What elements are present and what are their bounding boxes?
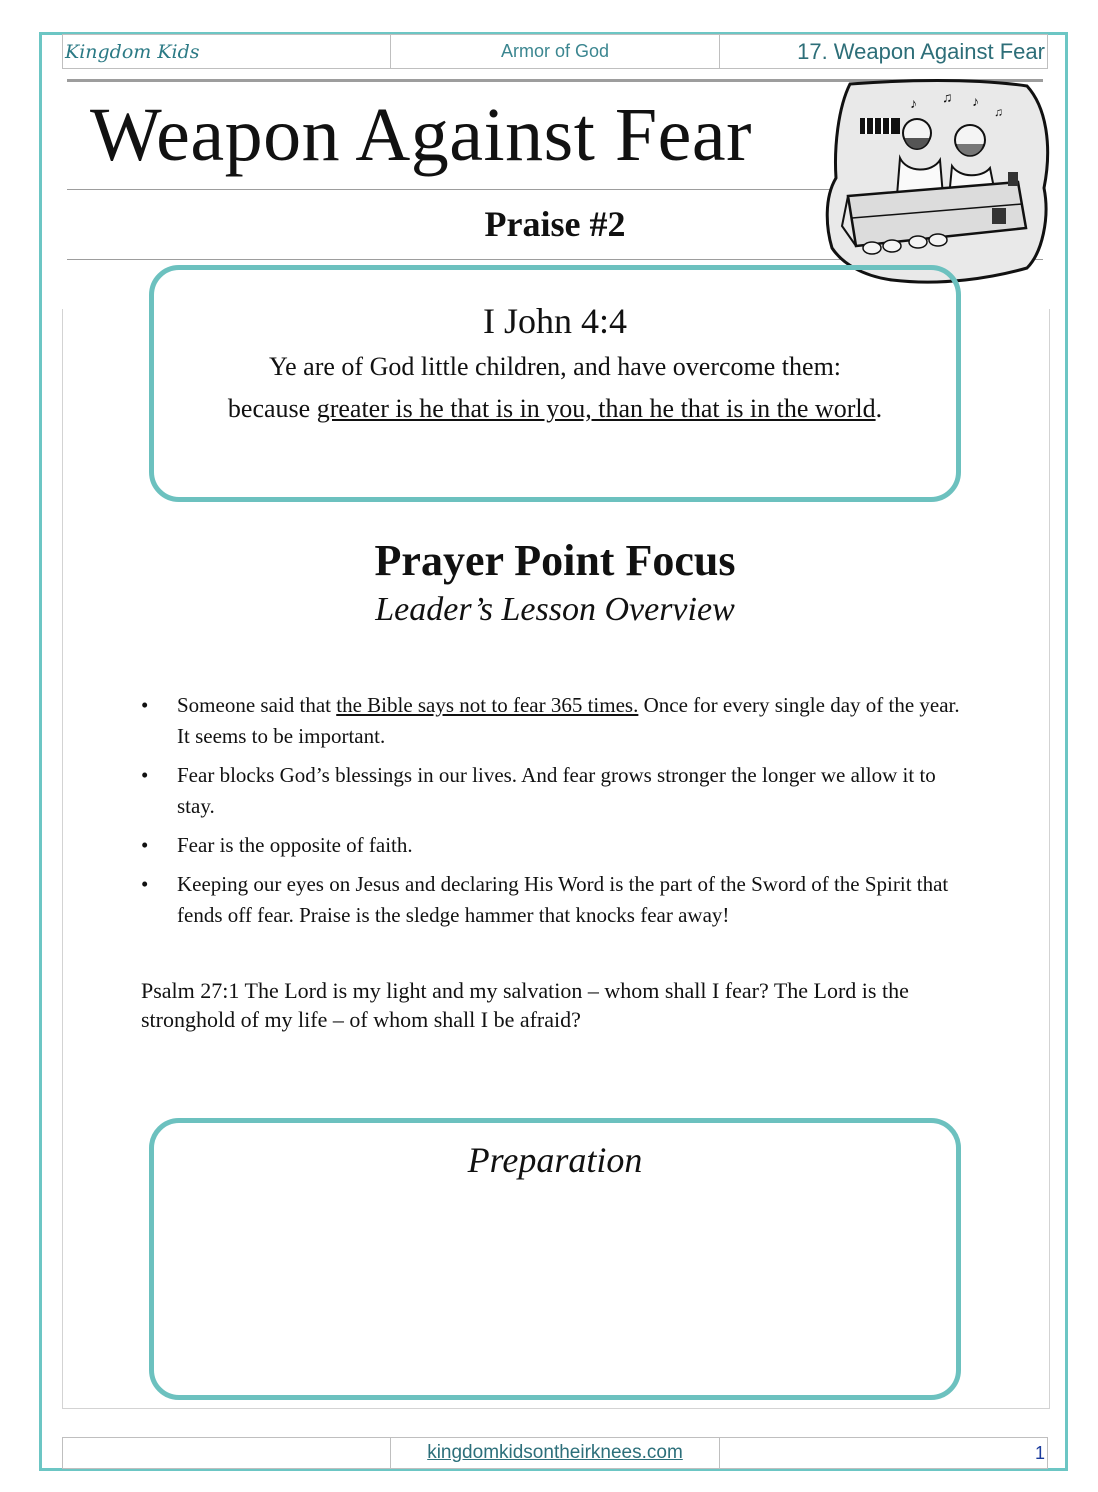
point-text: Keeping our eyes on Jesus and declaring His Word is the part of the Sword of the Spirit that fends off fear. Praise is the sledge hammer that knocks fear away! bbox=[177, 872, 949, 927]
page-number: 1 bbox=[1034, 1442, 1045, 1463]
verse-line-1: Ye are of God little children, and have overcome them: bbox=[268, 352, 842, 381]
verse-line-2 bbox=[154, 388, 956, 430]
svg-text:♪: ♪ bbox=[910, 97, 917, 112]
prison-stocks-singing-illustration bbox=[822, 78, 1052, 288]
brand-name: Kingdom Kids bbox=[65, 40, 200, 63]
footer-page-cell bbox=[720, 1438, 1047, 1468]
focus-subtitle: Leader’s Lesson Overview bbox=[375, 591, 735, 628]
footer-site-cell bbox=[391, 1438, 719, 1468]
bullet-icon: • bbox=[141, 872, 149, 896]
title-rule bbox=[67, 189, 847, 190]
point-text: Someone said that bbox=[177, 693, 337, 717]
list-item bbox=[141, 760, 971, 822]
lesson-tag: 17. Weapon Against Fear bbox=[797, 38, 1045, 64]
svg-text:♫: ♫ bbox=[994, 105, 1003, 119]
bullet-icon: • bbox=[141, 763, 149, 787]
memory-verse-box bbox=[149, 265, 961, 502]
page-footer bbox=[62, 1437, 1048, 1469]
point-text: Fear is the opposite of faith. bbox=[177, 833, 413, 857]
list-item bbox=[141, 830, 971, 861]
psalm-quote: Psalm 27:1 The Lord is my light and my salvation – whom shall I fear? The Lord is the stronghold of my life – of whom shall I be afraid? bbox=[141, 978, 909, 1032]
verse-line-2-start: because bbox=[227, 394, 317, 423]
bullet-icon: • bbox=[141, 693, 149, 717]
header-brand-cell bbox=[63, 35, 391, 68]
page-subtitle: Praise #2 bbox=[484, 204, 626, 244]
bullet-icon: • bbox=[141, 833, 149, 857]
list-item bbox=[141, 869, 971, 931]
svg-text:♪: ♪ bbox=[972, 95, 979, 110]
header-series-cell bbox=[391, 35, 719, 68]
verse-underlined-phrase: greater is he that is in you, than he that is in the world bbox=[316, 394, 876, 423]
page-header bbox=[62, 34, 1048, 69]
footer-left-cell bbox=[63, 1438, 391, 1468]
page-title: Weapon Against Fear bbox=[90, 93, 752, 177]
list-item bbox=[141, 690, 971, 752]
point-text-end: Once for every single day of the year. It seems to be important. bbox=[177, 693, 960, 748]
website-link[interactable]: kingdomkidsontheirknees.com bbox=[427, 1442, 683, 1463]
focus-title: Prayer Point Focus bbox=[374, 536, 736, 585]
header-lesson-cell bbox=[720, 35, 1047, 68]
verse-line-2-end: . bbox=[875, 394, 883, 423]
point-text: Fear blocks God’s blessings in our lives. And fear grows stronger the longer we allow it to stay. bbox=[177, 763, 936, 818]
point-underlined: the Bible says not to fear 365 times. bbox=[336, 693, 639, 717]
verse-reference: I John 4:4 bbox=[483, 301, 627, 341]
svg-text:♫: ♫ bbox=[942, 91, 953, 106]
verse-text bbox=[154, 346, 956, 430]
series-name: Armor of God bbox=[500, 41, 610, 61]
preparation-title: Preparation bbox=[467, 1140, 643, 1180]
overview-points bbox=[141, 690, 971, 939]
preparation-box bbox=[149, 1118, 961, 1400]
